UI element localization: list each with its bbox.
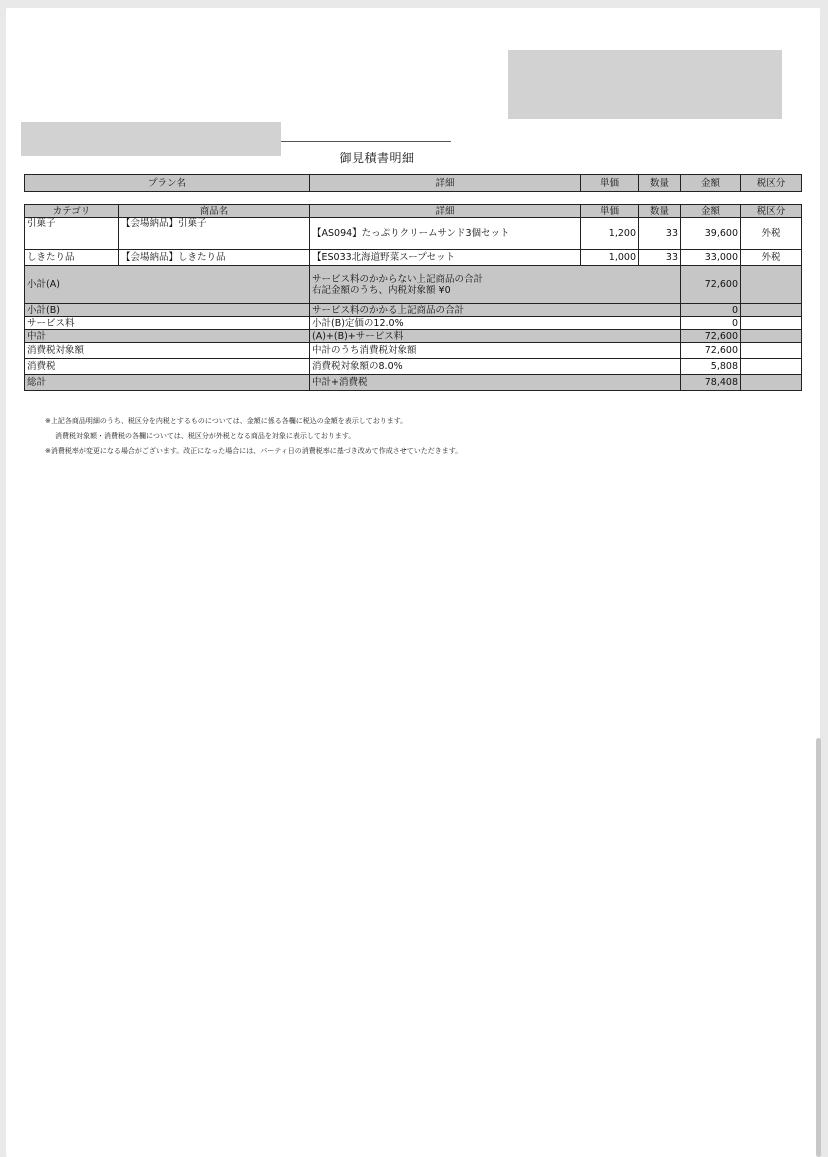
item-tax-class: 外税 <box>741 250 802 266</box>
col-amount: 金額 <box>681 175 741 192</box>
items-table <box>24 204 802 391</box>
summary-detail <box>310 266 681 304</box>
summary-label: サービス料 <box>25 317 310 330</box>
item-quantity: 33 <box>639 218 681 250</box>
item-quantity: 33 <box>639 250 681 266</box>
summary-detail: 中計のうち消費税対象額 <box>310 343 681 359</box>
col-plan-name: プラン名 <box>25 175 310 192</box>
summary-amount: 0 <box>681 317 741 330</box>
col-detail: 詳細 <box>310 205 581 218</box>
col-category: カテゴリ <box>25 205 119 218</box>
summary-tax-class <box>741 266 802 304</box>
item-product: 【会場納品】引菓子 <box>119 218 310 250</box>
col-quantity: 数量 <box>639 175 681 192</box>
summary-amount: 5,808 <box>681 359 741 375</box>
item-detail: 【AS094】たっぷりクリームサンド3個セット <box>310 218 581 250</box>
summary-tax-class <box>741 304 802 317</box>
col-detail: 詳細 <box>310 175 581 192</box>
summary-tax-class <box>741 359 802 375</box>
summary-amount: 72,600 <box>681 266 741 304</box>
item-amount: 39,600 <box>681 218 741 250</box>
summary-amount: 72,600 <box>681 330 741 343</box>
summary-detail: サービス料のかかる上記商品の合計 <box>310 304 681 317</box>
item-amount: 33,000 <box>681 250 741 266</box>
footnote: ※上記各商品明細のうち、税区分を内税とするものについては、金額に係る各欄に税込の金額を表示しております。 <box>45 417 408 425</box>
summary-row-subtotal-a <box>25 266 802 304</box>
table-row <box>25 250 802 266</box>
item-category: しきたり品 <box>25 250 119 266</box>
summary-label: 中計 <box>25 330 310 343</box>
footnotes <box>45 414 462 459</box>
summary-row-subtotal-b <box>25 304 802 317</box>
redacted-recipient-block <box>508 50 782 119</box>
summary-detail: 小計(B)定価の12.0% <box>310 317 681 330</box>
summary-row-mid-total <box>25 330 802 343</box>
summary-detail: (A)+(B)+サービス料 <box>310 330 681 343</box>
summary-tax-class <box>741 375 802 391</box>
item-category: 引菓子 <box>25 218 119 250</box>
summary-detail-line: 右記金額のうち、内税対象額 ¥0 <box>312 284 451 296</box>
footnote: ※消費税率が変更になる場合がございます。改正になった場合には、パーティ日の消費税率に基づき改めて作成させていただきます。 <box>45 447 463 455</box>
table-row <box>25 218 802 250</box>
col-tax-class: 税区分 <box>741 175 802 192</box>
summary-label: 小計(A) <box>25 266 310 304</box>
summary-detail: 消費税対象額の8.0% <box>310 359 681 375</box>
item-product: 【会場納品】しきたり品 <box>119 250 310 266</box>
summary-detail: 中計+消費税 <box>310 375 681 391</box>
item-detail: 【ES033北海道野菜スープセット <box>310 250 581 266</box>
summary-label: 消費税対象額 <box>25 343 310 359</box>
footnote: 消費税対象額・消費税の各欄については、税区分が外税となる商品を対象に表示しております。 <box>55 432 356 440</box>
summary-row-service-fee <box>25 317 802 330</box>
summary-label: 消費税 <box>25 359 310 375</box>
name-underline <box>281 141 451 142</box>
summary-amount: 72,600 <box>681 343 741 359</box>
col-unit-price: 単価 <box>581 205 639 218</box>
summary-row-taxable-amount <box>25 343 802 359</box>
col-quantity: 数量 <box>639 205 681 218</box>
vertical-scrollbar[interactable] <box>816 738 821 1157</box>
item-unit-price: 1,000 <box>581 250 639 266</box>
summary-tax-class <box>741 330 802 343</box>
col-product: 商品名 <box>119 205 310 218</box>
summary-row-grand-total <box>25 375 802 391</box>
summary-tax-class <box>741 317 802 330</box>
col-tax-class: 税区分 <box>741 205 802 218</box>
col-unit-price: 単価 <box>581 175 639 192</box>
summary-amount: 78,408 <box>681 375 741 391</box>
summary-row-consumption-tax <box>25 359 802 375</box>
plan-header-table <box>24 174 802 192</box>
summary-label: 総計 <box>25 375 310 391</box>
summary-label: 小計(B) <box>25 304 310 317</box>
item-unit-price: 1,200 <box>581 218 639 250</box>
summary-detail-line: サービス料のかからない上記商品の合計 <box>312 273 484 285</box>
summary-tax-class <box>741 343 802 359</box>
item-tax-class: 外税 <box>741 218 802 250</box>
col-amount: 金額 <box>681 205 741 218</box>
document-title: 御見積書明細 <box>339 151 415 165</box>
summary-amount: 0 <box>681 304 741 317</box>
